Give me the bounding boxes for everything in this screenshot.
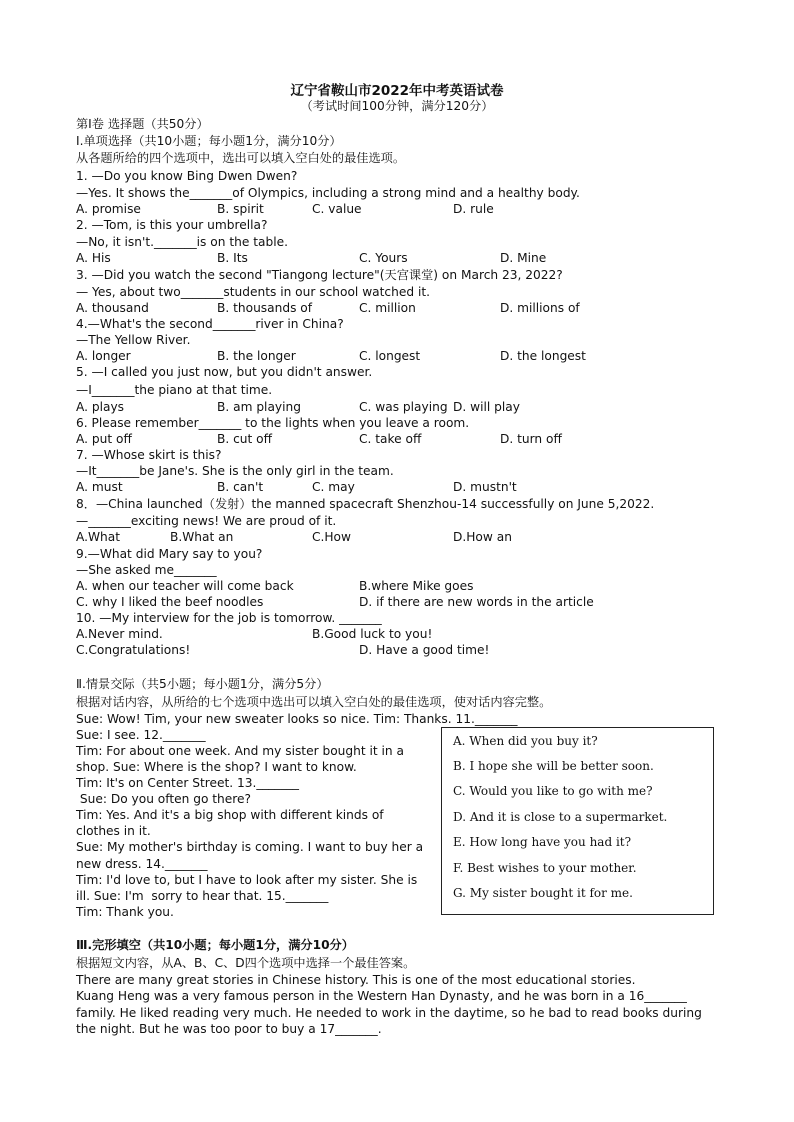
dialogue-line: Tim: Yes. And it's a big shop with different kinds of (76, 808, 384, 822)
option-a: A.Never mind. (76, 627, 163, 641)
question-stem: 1. —Do you know Bing Dwen Dwen? (76, 169, 298, 183)
question-stem: 4.—What's the second_______river in China? (76, 317, 344, 331)
dialogue-line: Sue: I see. 12._______ (76, 728, 206, 742)
dialogue-line: ill. Sue: I'm sorry to hear that. 15._______ (76, 889, 329, 903)
box-option: E. How long have you had it? (453, 835, 632, 849)
option-a: A. when our teacher will come back (76, 579, 294, 593)
question-line: — Yes, about two_______students in our school watched it. (76, 285, 430, 299)
exam-subtitle: （考试时间100分钟，满分120分） (300, 99, 494, 113)
question-line: —It_______be Jane's. She is the only girl in the team. (76, 464, 394, 478)
option-d: D. if there are new words in the article (359, 595, 594, 609)
passage-line: the night. But he was too poor to buy a 17_______. (76, 1022, 382, 1036)
option-c: C. longest (359, 349, 421, 363)
option-b: B. can't (217, 480, 264, 494)
options-box (441, 727, 714, 915)
dialogue-line: Sue: Do you often go there? (76, 792, 251, 806)
dialogue-line: Tim: For about one week. And my sister bought it in a (76, 744, 404, 758)
option-d: D. rule (453, 202, 494, 216)
option-b: B. cut off (217, 432, 273, 446)
option-a: A.What (76, 530, 121, 544)
option-a: A. thousand (76, 301, 149, 315)
option-c: C. take off (359, 432, 422, 446)
dialogue-line: shop. Sue: Where is the shop? I want to know. (76, 760, 357, 774)
dialogue-line: Tim: Thank you. (76, 905, 174, 919)
section-instruction: 根据短文内容，从A、B、C、D四个选项中选择一个最佳答案。 (76, 956, 416, 970)
option-a: A. plays (76, 400, 125, 414)
passage-line: family. He liked reading very much. He needed to work in the daytime, so he bad to read books during (76, 1006, 702, 1020)
dialogue-line: Tim: I'd love to, but I have to look after my sister. She is (76, 873, 418, 887)
question-stem: 9.—What did Mary say to you? (76, 547, 263, 561)
dialogue-line: Sue: My mother's birthday is coming. I want to buy her a (76, 840, 424, 854)
option-d: D. millions of (500, 301, 580, 315)
question-line: —I_______the piano at that time. (76, 383, 273, 397)
option-c: C. was playing (359, 400, 448, 414)
option-a: A. longer (76, 349, 131, 363)
exam-title: 辽宁省鞍山市2022年中考英语试卷 (290, 83, 504, 99)
dialogue-line: Tim: It's on Center Street. 13._______ (76, 776, 300, 790)
option-c: C.Congratulations! (76, 643, 191, 657)
question-stem: 10. —My interview for the job is tomorrow. _______ (76, 611, 382, 625)
option-b: B.where Mike goes (359, 579, 474, 593)
option-d: D. the longest (500, 349, 586, 363)
option-a: A. must (76, 480, 123, 494)
dialogue-line: new dress. 14._______ (76, 857, 208, 871)
question-stem: 6. Please remember_______ to the lights when you leave a room. (76, 416, 470, 430)
question-line: —Yes. It shows the_______of Olympics, including a strong mind and a healthy body. (76, 186, 580, 200)
option-b: B. am playing (217, 400, 301, 414)
option-b: B. Its (217, 251, 248, 265)
question-stem: 8．—China launched（发射）the manned spacecraft Shenzhou-14 successfully on June 5,2022. (76, 497, 655, 511)
passage-line: Kuang Heng was a very famous person in the Western Han Dynasty, and he was born in a 16_______ (76, 989, 687, 1003)
option-b: B.What an (170, 530, 234, 544)
option-c: C.How (312, 530, 351, 544)
option-a: A. His (76, 251, 111, 265)
option-d: D. turn off (500, 432, 562, 446)
box-option: D. And it is close to a supermarket. (453, 810, 668, 824)
option-d: D. mustn't (453, 480, 517, 494)
box-option: F. Best wishes to your mother. (453, 861, 637, 875)
box-option: C. Would you like to go with me? (453, 784, 653, 798)
box-option: B. I hope she will be better soon. (453, 759, 654, 773)
section-heading: Ⅱ.情景交际（共5小题；每小题1分，满分5分） (76, 677, 329, 691)
box-option: G. My sister bought it for me. (453, 886, 633, 900)
option-c: C. million (359, 301, 416, 315)
section-instruction: 根据对话内容，从所给的七个选项中选出可以填入空白处的最佳选项，使对话内容完整。 (76, 695, 552, 709)
option-c: C. why I liked the beef noodles (76, 595, 264, 609)
dialogue-line: clothes in it. (76, 824, 151, 838)
option-a: A. promise (76, 202, 141, 216)
passage-line: There are many great stories in Chinese history. This is one of the most educational stories. (76, 973, 636, 987)
question-stem: 5. —I called you just now, but you didn't answer. (76, 365, 373, 379)
option-d: D.How an (453, 530, 512, 544)
part-heading: 第Ⅰ卷 选择题（共50分） (76, 117, 209, 131)
option-b: B. thousands of (217, 301, 313, 315)
option-c: C. Yours (359, 251, 408, 265)
question-line: —_______exciting news! We are proud of it. (76, 514, 337, 528)
question-stem: 2. —Tom, is this your umbrella? (76, 218, 268, 232)
section-heading: Ⅲ.完形填空（共10小题；每小题1分，满分10分） (76, 938, 354, 952)
option-d: D. Have a good time! (359, 643, 490, 657)
question-line: —The Yellow River. (76, 333, 191, 347)
question-stem: 7. —Whose skirt is this? (76, 448, 222, 462)
option-b: B. spirit (217, 202, 264, 216)
option-c: C. value (312, 202, 362, 216)
option-b: B.Good luck to you! (312, 627, 433, 641)
section-heading: Ⅰ.单项选择（共10小题；每小题1分，满分10分） (76, 134, 342, 148)
option-a: A. put off (76, 432, 132, 446)
box-option: A. When did you buy it? (453, 734, 598, 748)
question-line: —No, it isn't._______is on the table. (76, 235, 288, 249)
dialogue-line: Sue: Wow! Tim, your new sweater looks so nice. Tim: Thanks. 11._______ (76, 712, 518, 726)
option-d: D. Mine (500, 251, 547, 265)
option-d: D. will play (453, 400, 520, 414)
option-b: B. the longer (217, 349, 296, 363)
question-line: —She asked me_______ (76, 563, 217, 577)
question-stem: 3. —Did you watch the second "Tiangong lecture"(天宫课堂) on March 23, 2022? (76, 268, 563, 282)
option-c: C. may (312, 480, 355, 494)
section-instruction: 从各题所给的四个选项中，选出可以填入空白处的最佳选项。 (76, 151, 406, 165)
